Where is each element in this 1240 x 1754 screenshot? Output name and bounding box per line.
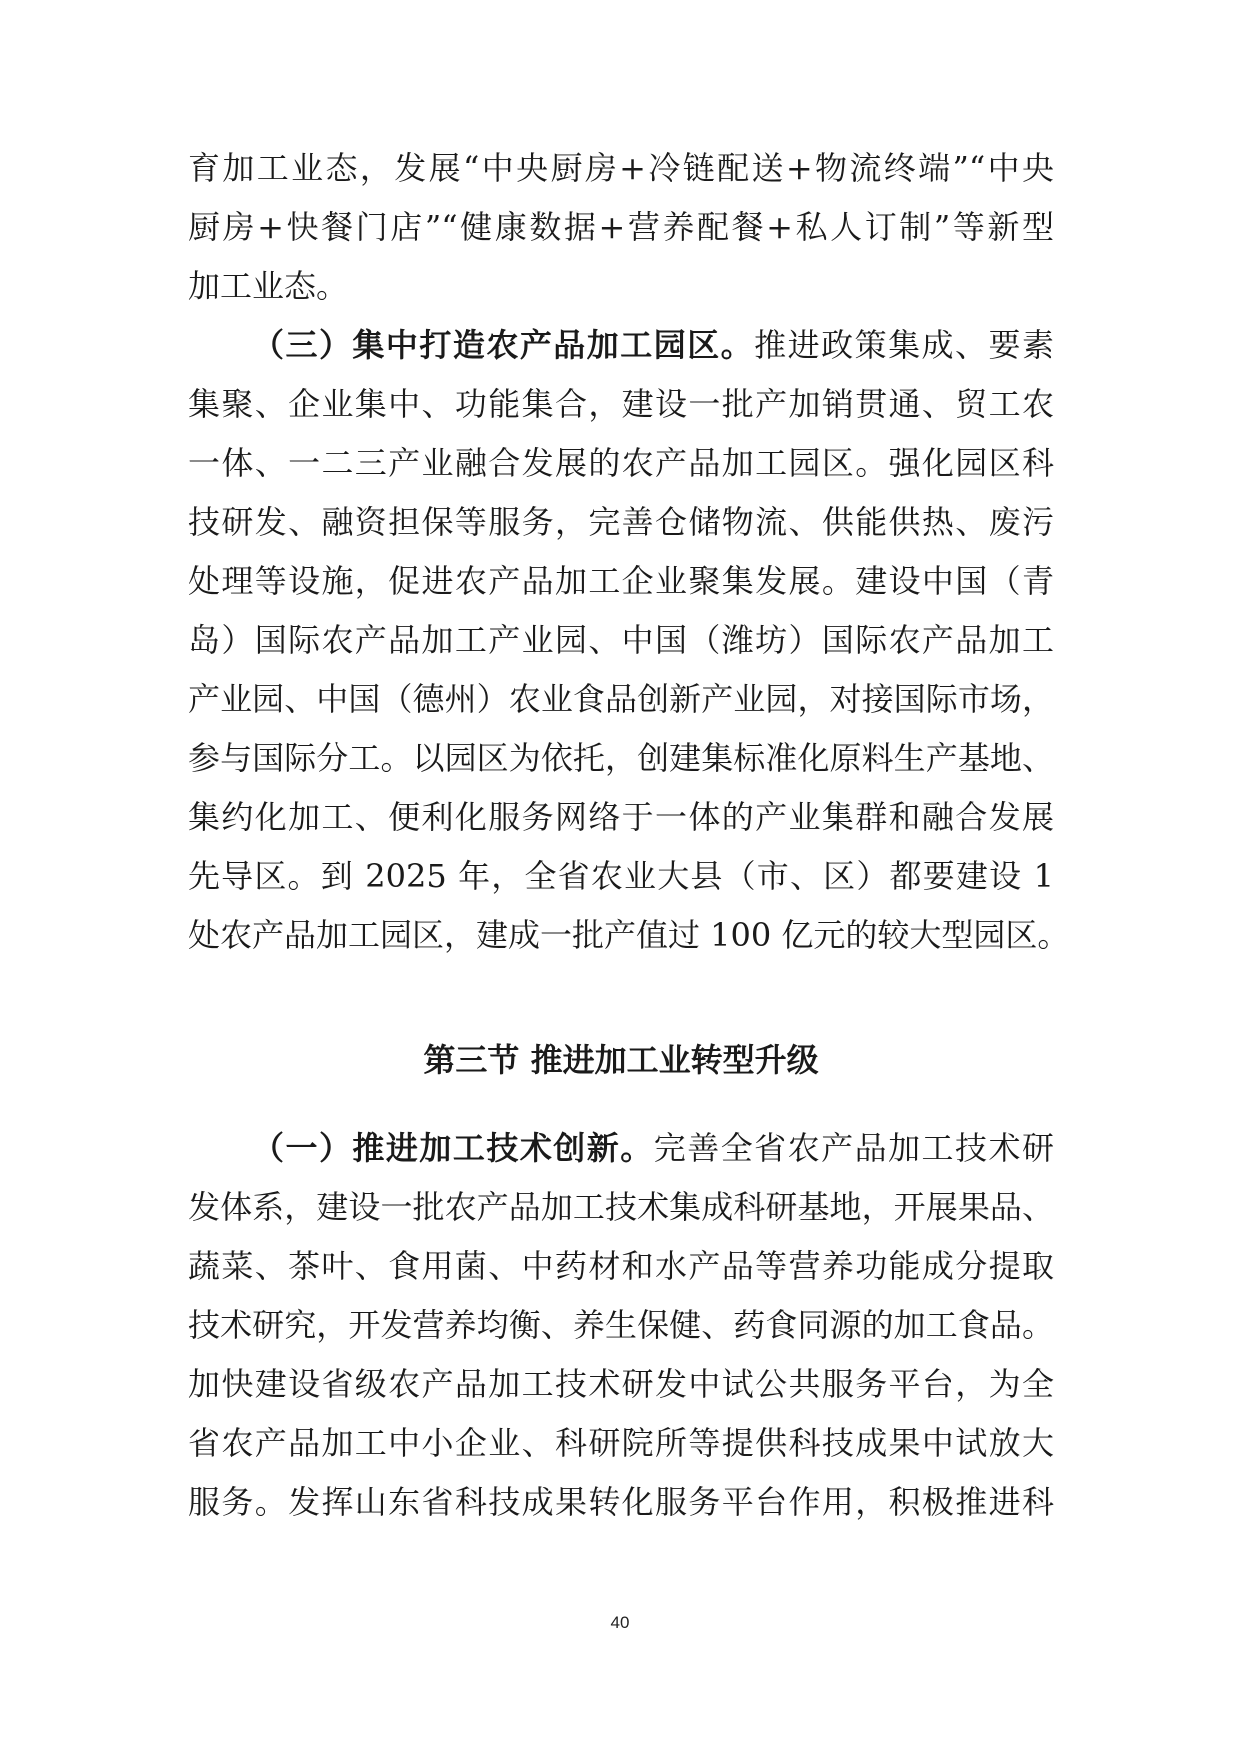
paragraph-a-line-3: 加工业态。 [188,267,349,305]
paragraph-b-line-1 [252,325,1054,365]
paragraph-c-line-3: 蔬菜、茶叶、食用菌、中药材和水产品等营养功能成分提取 [188,1247,1054,1285]
paragraph-b-line-7: 产业园、中国（德州）农业食品创新产业园，对接国际市场， [188,680,1054,718]
paragraph-b-line-8: 参与国际分工。以园区为依托，创建集标准化原料生产基地、 [188,739,1054,777]
paragraph-c-line-4: 技术研究，开发营养均衡、养生保健、药食同源的加工食品。 [188,1306,1054,1344]
paragraph-b-line-11: 处农产品加工园区，建成一批产值过 100 亿元的较大型园区。 [188,916,1070,954]
paragraph-b-line-10: 先导区。到 2025 年，全省农业大县（市、区）都要建设 1 [188,857,1054,895]
paragraph-c-line-6: 省农产品加工中小企业、科研院所等提供科技成果中试放大 [188,1424,1054,1462]
page-number: 40 [610,1613,630,1632]
paragraph-c-line-7: 服务。发挥山东省科技成果转化服务平台作用，积极推进科 [188,1483,1054,1521]
paragraph-b-line-6: 岛）国际农产品加工产业园、中国（潍坊）国际农产品加工 [188,621,1054,659]
paragraph-a-line-1: 育加工业态，发展“中央厨房+冷链配送+物流终端”“中央 [188,149,1054,187]
paragraph-c-line-1 [252,1128,1054,1168]
paragraph-b-line-9: 集约化加工、便利化服务网络于一体的产业集群和融合发展 [188,798,1054,836]
paragraph-c-lead: （一）推进加工技术创新。 [252,1129,654,1167]
section-heading: 第三节 推进加工业转型升级 [423,1041,819,1079]
paragraph-b-line-5: 处理等设施，促进农产品加工企业聚集发展。建设中国（青 [188,562,1054,600]
paragraph-c-first-text: 完善全省农产品加工技术研 [653,1129,1054,1167]
paragraph-b-line-3: 一体、一二三产业融合发展的农产品加工园区。强化园区科 [188,444,1054,482]
paragraph-b-lead: （三）集中打造农产品加工园区。 [252,326,755,364]
paragraph-b-line-2: 集聚、企业集中、功能集合，建设一批产加销贯通、贸工农 [188,385,1054,423]
paragraph-c-line-5: 加快建设省级农产品加工技术研发中试公共服务平台，为全 [188,1365,1054,1403]
paragraph-b-first-text: 推进政策集成、要素 [754,326,1054,364]
paragraph-b-line-4: 技研发、融资担保等服务，完善仓储物流、供能供热、废污 [188,503,1054,541]
paragraph-c-line-2: 发体系，建设一批农产品加工技术集成科研基地，开展果品、 [188,1188,1054,1226]
paragraph-a-line-2: 厨房+快餐门店”“健康数据+营养配餐+私人订制”等新型 [188,208,1054,246]
